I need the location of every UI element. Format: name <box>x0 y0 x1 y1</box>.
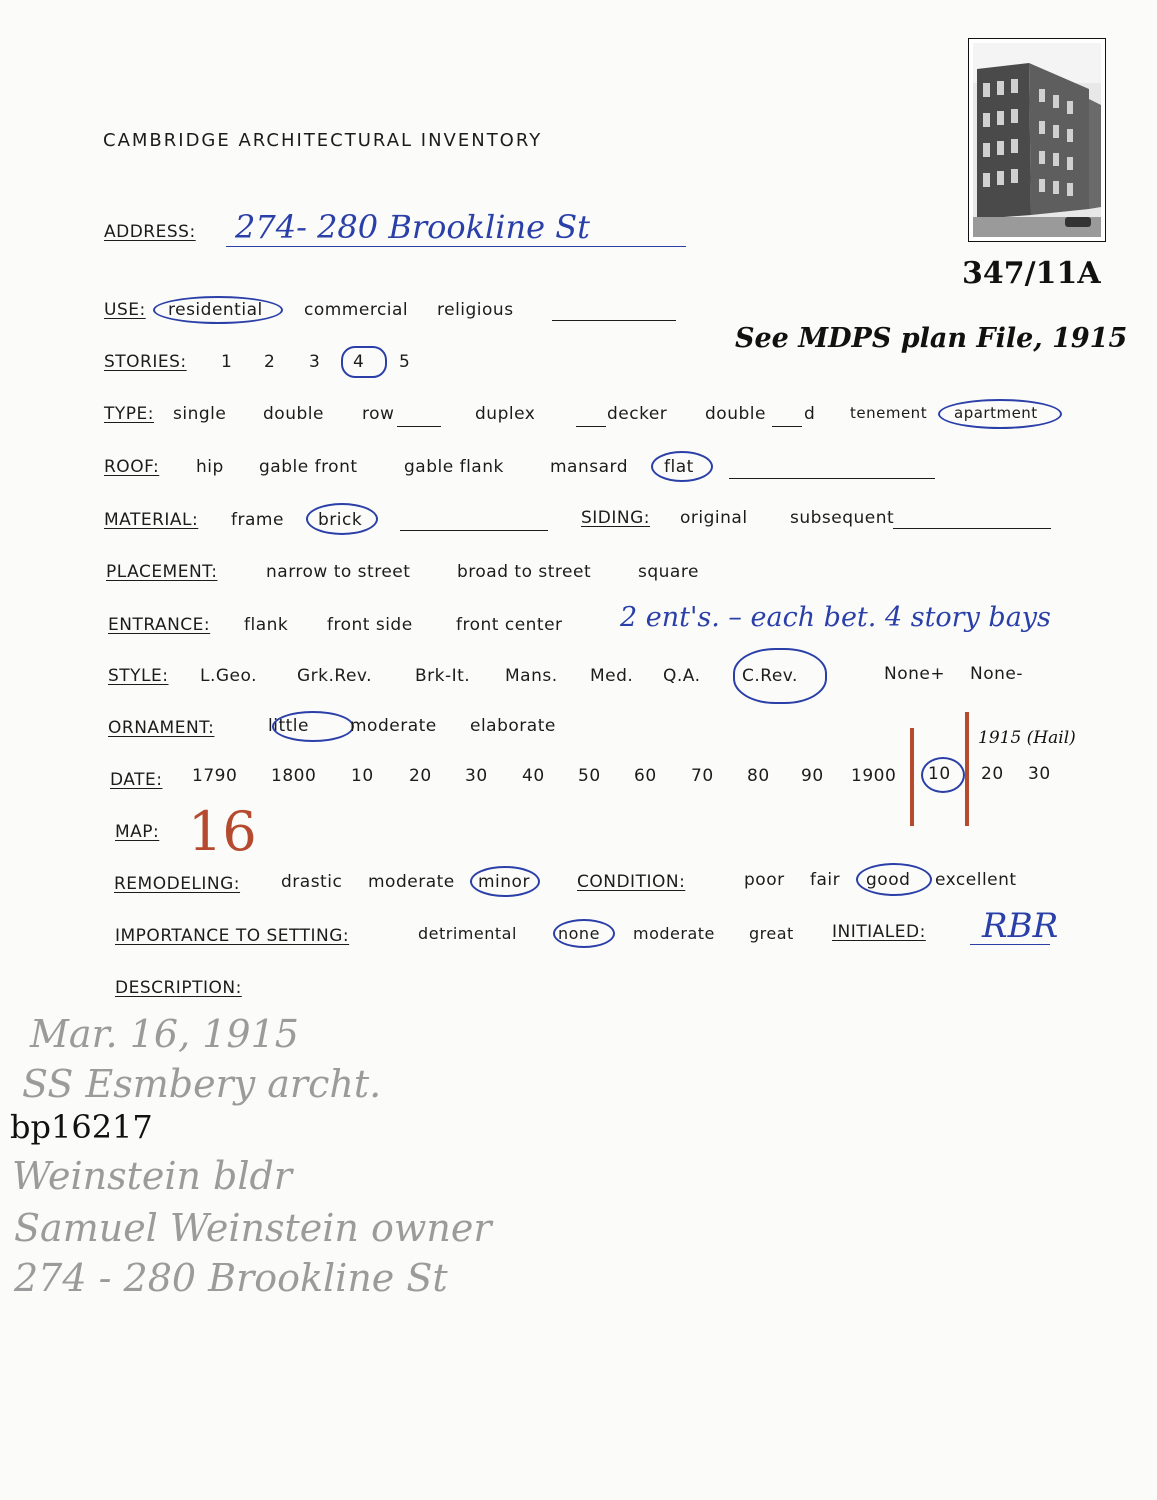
remodeling-selected-circle <box>470 866 540 897</box>
building-photo <box>968 38 1106 242</box>
importance-option-detrimental: detrimental <box>418 924 517 943</box>
condition-selected-circle <box>856 863 932 896</box>
condition-option-fair: fair <box>810 870 841 890</box>
description-line: SS Esmbery archt. <box>22 1062 382 1106</box>
date-option-1870: 70 <box>691 766 714 786</box>
use-option-residential: residential <box>168 300 263 320</box>
importance-option-none: none <box>558 924 600 943</box>
stories-selected-circle <box>341 346 387 378</box>
type-option-d: d <box>804 404 816 424</box>
entrance-label: ENTRANCE: <box>108 615 211 635</box>
condition-option-excellent: excellent <box>935 870 1017 890</box>
stories-option-1: 1 <box>221 352 233 372</box>
roof-blank <box>729 478 935 479</box>
description-line: Samuel Weinstein owner <box>14 1206 492 1250</box>
importance-option-moderate: moderate <box>633 924 715 943</box>
placement-option-narrow: narrow to street <box>266 562 411 582</box>
type-option-double-decker: double <box>705 404 766 424</box>
material-option-brick: brick <box>318 510 363 530</box>
placement-label: PLACEMENT: <box>106 562 218 582</box>
style-option-brkit: Brk-It. <box>415 666 471 686</box>
style-option-grkrev: Grk.Rev. <box>297 666 373 686</box>
date-option-1900: 1900 <box>851 766 897 786</box>
roof-selected-circle <box>651 451 713 482</box>
type-double-d-blank <box>772 426 802 427</box>
date-bracket-left <box>910 728 914 826</box>
material-blank <box>400 530 548 531</box>
date-selected-circle <box>921 757 965 793</box>
type-row-blank <box>397 426 441 427</box>
entrance-note: 2 ent's. – each bet. 4 story bays <box>620 602 1051 633</box>
use-option-commercial: commercial <box>304 300 409 320</box>
remodeling-option-moderate: moderate <box>368 872 455 892</box>
date-option-1790: 1790 <box>192 766 238 786</box>
use-blank <box>552 320 676 321</box>
type-option-tenement: tenement <box>850 404 928 422</box>
material-label: MATERIAL: <box>104 510 199 530</box>
date-option-1930: 30 <box>1028 764 1051 784</box>
ornament-option-moderate: moderate <box>350 716 437 736</box>
siding-option-subsequent: subsequent <box>790 508 895 528</box>
photo-reference: 347/11A <box>962 256 1101 291</box>
date-option-1810: 10 <box>351 766 374 786</box>
date-label: DATE: <box>110 770 163 790</box>
date-option-1910: 10 <box>928 764 951 784</box>
entrance-option-front-center: front center <box>456 615 563 635</box>
entrance-option-flank: flank <box>244 615 289 635</box>
map-value: 16 <box>188 800 257 863</box>
date-option-1840: 40 <box>522 766 545 786</box>
siding-label: SIDING: <box>581 508 651 528</box>
stories-option-3: 3 <box>309 352 321 372</box>
date-option-1880: 80 <box>747 766 770 786</box>
remodeling-option-minor: minor <box>478 872 530 892</box>
importance-selected-circle <box>553 919 615 948</box>
style-option-med: Med. <box>590 666 634 686</box>
date-option-1920: 20 <box>981 764 1004 784</box>
condition-option-good: good <box>866 870 911 890</box>
type-option-double: double <box>263 404 324 424</box>
date-option-1830: 30 <box>465 766 488 786</box>
roof-label: ROOF: <box>104 457 160 477</box>
type-option-decker: decker <box>607 404 668 424</box>
ornament-option-elaborate: elaborate <box>470 716 556 736</box>
building-photo-image <box>969 39 1105 241</box>
entrance-option-front-side: front side <box>327 615 413 635</box>
use-label: USE: <box>104 300 146 320</box>
style-option-mans: Mans. <box>505 666 558 686</box>
ornament-selected-circle <box>272 711 354 742</box>
stories-option-2: 2 <box>264 352 276 372</box>
stories-option-5: 5 <box>399 352 411 372</box>
type-selected-circle <box>938 399 1062 429</box>
map-label: MAP: <box>115 822 160 842</box>
roof-option-mansard: mansard <box>550 457 629 477</box>
remodeling-option-drastic: drastic <box>281 872 343 892</box>
placement-option-broad: broad to street <box>457 562 592 582</box>
ornament-label: ORNAMENT: <box>108 718 215 738</box>
material-option-frame: frame <box>231 510 284 530</box>
style-option-none-plus: None+ <box>884 664 946 684</box>
condition-label: CONDITION: <box>577 872 686 892</box>
roof-option-gable-front: gable front <box>259 457 358 477</box>
address-value: 274- 280 Brookline St <box>235 208 591 246</box>
type-label: TYPE: <box>104 404 154 424</box>
type-option-apartment: apartment <box>954 404 1038 422</box>
date-bracket-right <box>965 712 969 826</box>
importance-label: IMPORTANCE TO SETTING: <box>115 926 350 946</box>
stories-label: STORIES: <box>104 352 187 372</box>
initialed-value: RBR <box>982 906 1059 946</box>
importance-option-great: great <box>749 924 794 943</box>
date-note: 1915 (Hail) <box>978 728 1076 748</box>
description-line: 274 - 280 Brookline St <box>14 1256 448 1300</box>
placement-option-square: square <box>638 562 699 582</box>
style-option-qa: Q.A. <box>663 666 701 686</box>
description-line: Weinstein bldr <box>12 1154 293 1198</box>
material-selected-circle <box>306 503 378 535</box>
address-label: ADDRESS: <box>104 222 196 242</box>
date-option-1800: 1800 <box>271 766 317 786</box>
type-option-duplex: duplex <box>475 404 536 424</box>
description-line: Mar. 16, 1915 <box>30 1012 299 1056</box>
style-selected-circle <box>733 648 827 704</box>
style-option-none-minus: None- <box>970 664 1023 684</box>
use-option-religious: religious <box>437 300 514 320</box>
remodeling-label: REMODELING: <box>114 874 241 894</box>
date-option-1860: 60 <box>634 766 657 786</box>
date-option-1820: 20 <box>409 766 432 786</box>
roof-option-gable-flank: gable flank <box>404 457 504 477</box>
roof-option-flat: flat <box>664 457 694 477</box>
date-option-1850: 50 <box>578 766 601 786</box>
type-decker-blank <box>576 426 606 427</box>
roof-option-hip: hip <box>196 457 224 477</box>
stories-option-4: 4 <box>353 352 365 372</box>
address-underline <box>226 246 686 247</box>
type-option-row: row <box>362 404 395 424</box>
description-label: DESCRIPTION: <box>115 978 242 998</box>
style-option-lgeo: L.Geo. <box>200 666 258 686</box>
style-label: STYLE: <box>108 666 169 686</box>
mdps-note: See MDPS plan File, 1915 <box>735 323 1128 354</box>
type-option-single: single <box>173 404 227 424</box>
style-option-crev: C.Rev. <box>742 666 798 686</box>
form-title: CAMBRIDGE ARCHITECTURAL INVENTORY <box>103 130 543 151</box>
initialed-underline <box>970 944 1050 945</box>
ornament-option-little: little <box>268 716 309 736</box>
use-selected-circle <box>153 296 283 324</box>
date-option-1890: 90 <box>801 766 824 786</box>
condition-option-poor: poor <box>744 870 785 890</box>
siding-option-original: original <box>680 508 748 528</box>
description-line: bp16217 <box>10 1108 153 1146</box>
initialed-label: INITIALED: <box>832 922 926 942</box>
siding-blank <box>893 528 1051 529</box>
